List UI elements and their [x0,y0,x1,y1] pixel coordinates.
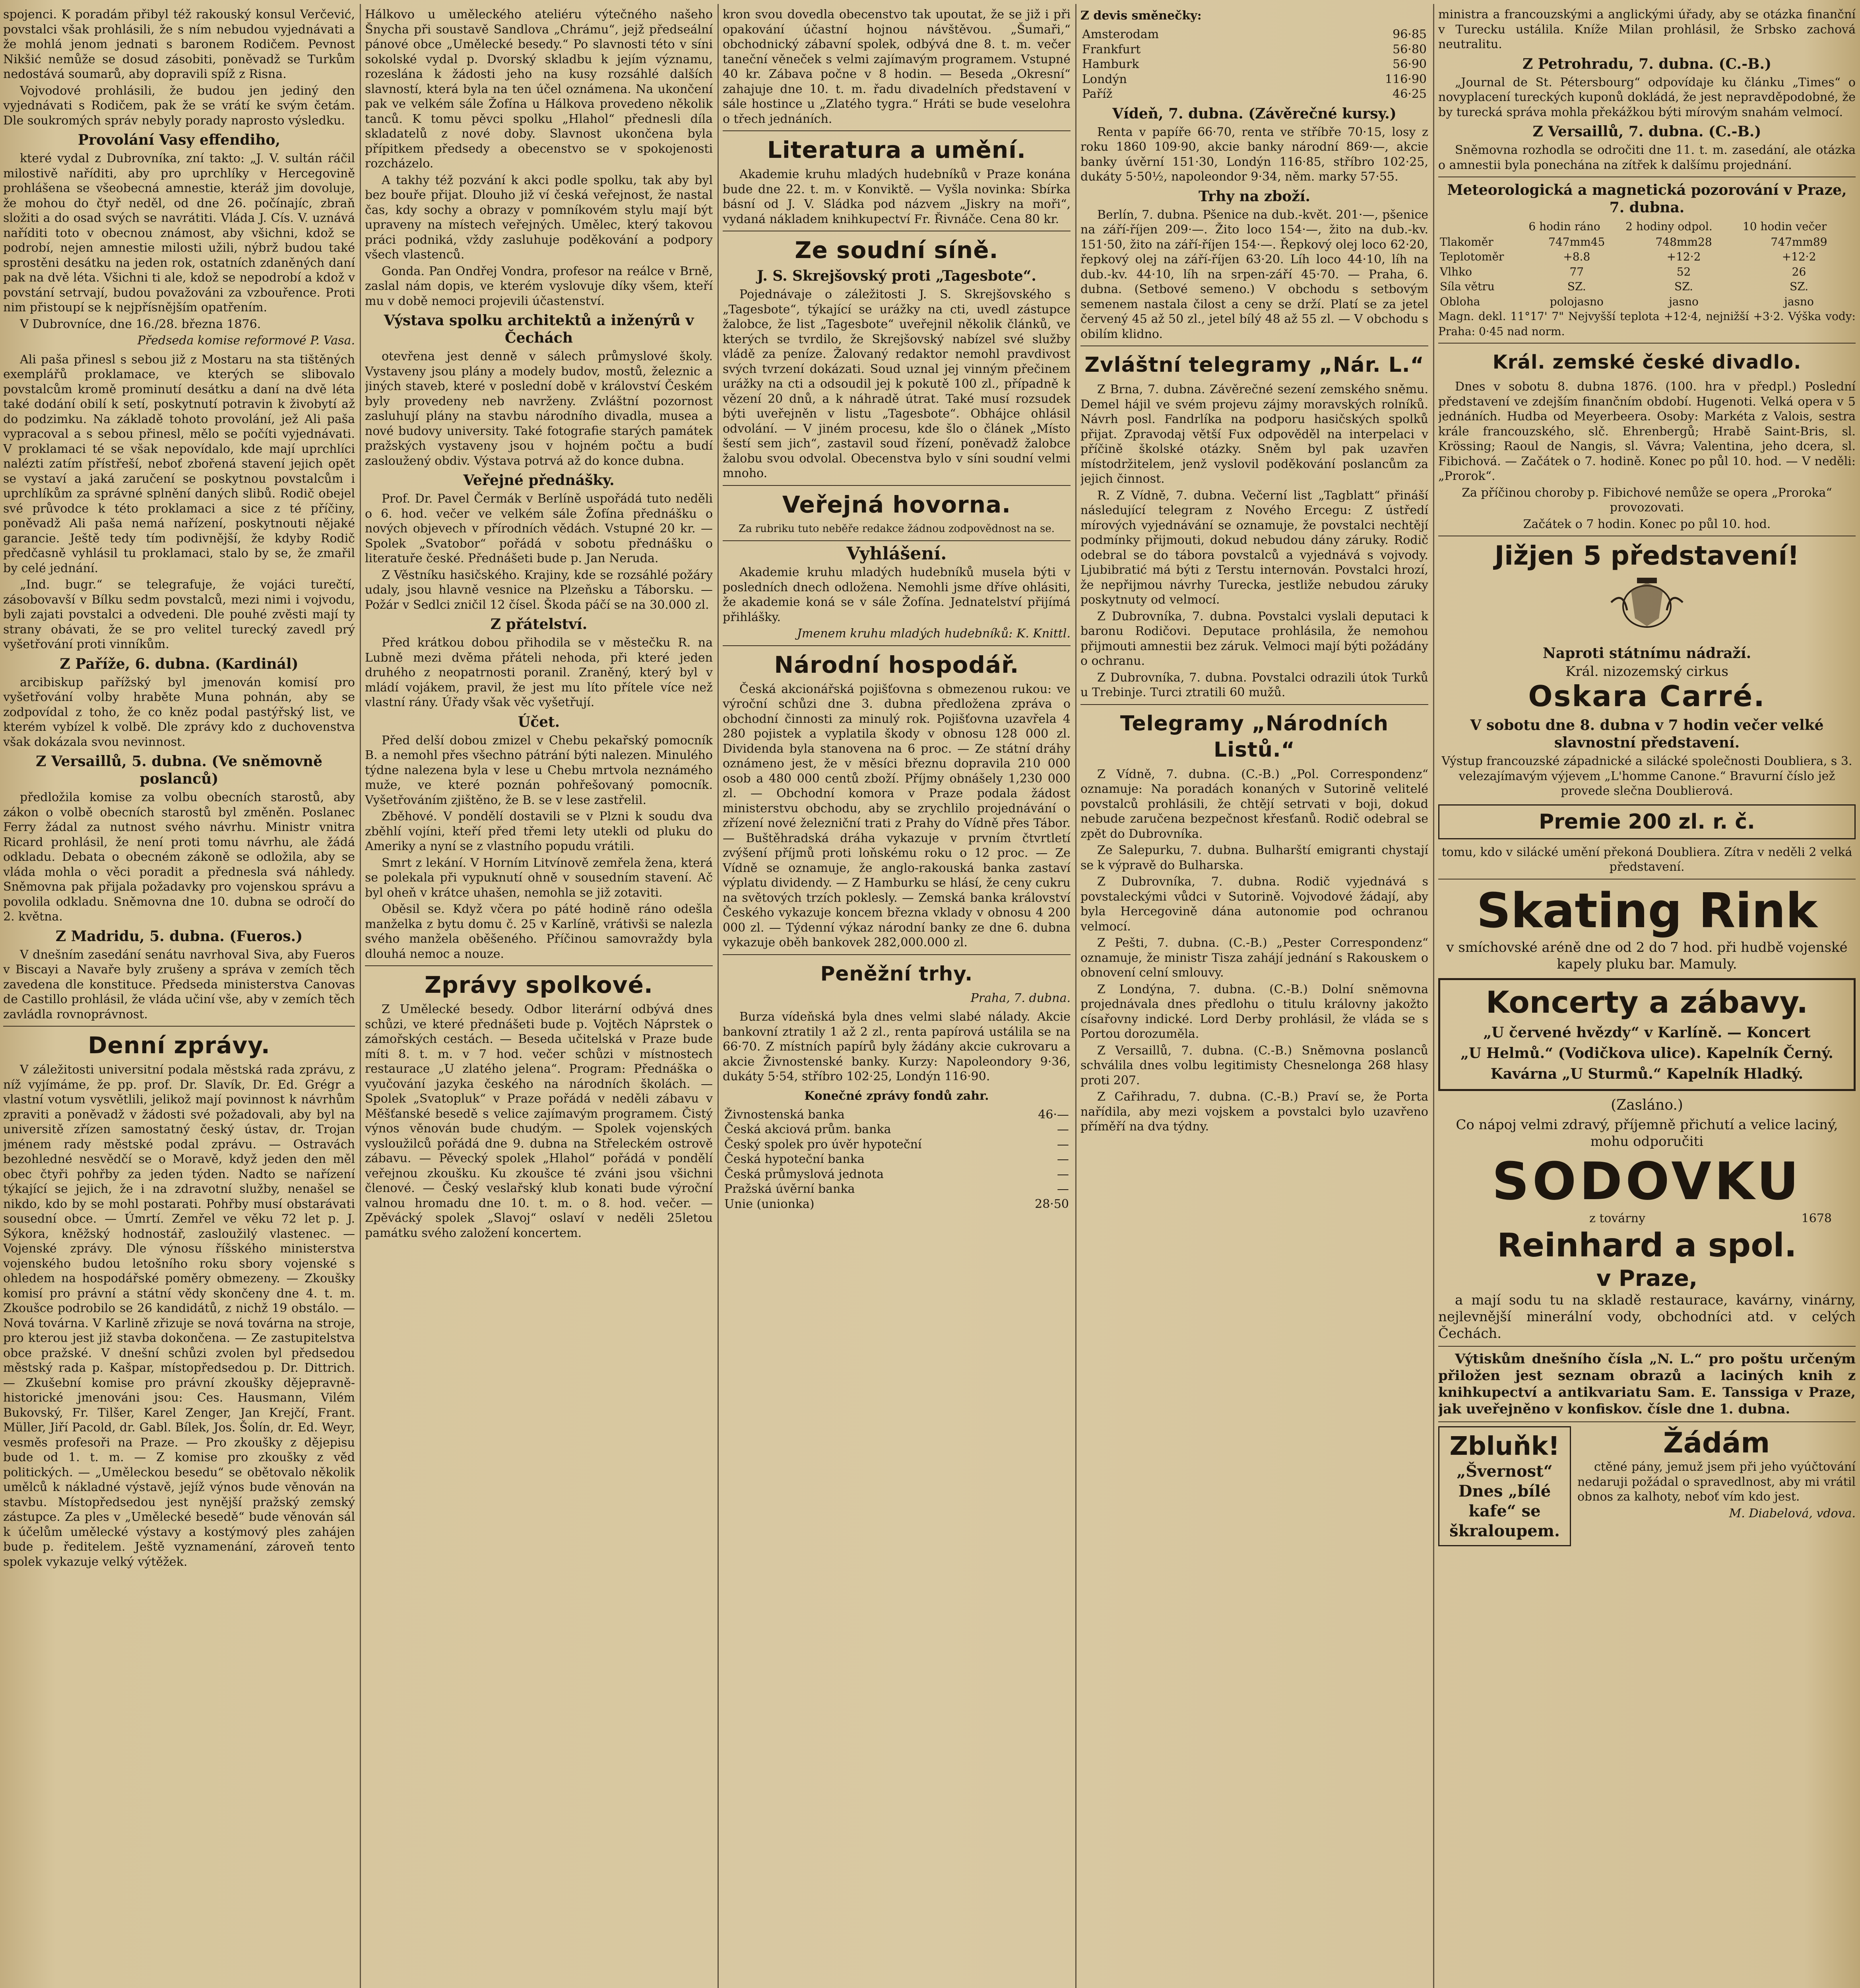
weather-cell: +12·2 [1782,250,1816,263]
article-text: Z Vídně, 7. dubna. (C.-B.) „Pol. Correspondenz“ oznamuje: Na poradách konaných v Sutorině velitelé povstalců prohlásili, že chtějí setrvati v boji, dokud nebude zaručena bezpečnost křesťanů. Rodič odebral se zpět do Dubrovníka. [1080,767,1428,841]
rates-table [723,1107,1071,1212]
article-text: Akademie kruhu mladých hudebníků v Praze konána bude dne 22. t. m. v Konviktě. — Vyšla novinka: Sbírka básní od J. V. Sládka pod názvem „Jiskry na moři“, vydaná nákladem knihkupectví Fr. Řivnáče. Cena 80 kr. [723,167,1071,226]
article-text: které vydal z Dubrovníka, zní takto: „J. V. sultán ráčil milostivě naříditi, aby pro uprchlíky v Hercegovině prohlášena se všeobecná amnestie, kteráž jim dovoluje, že mohou do čtyř neděl, od dne 26. počínajíc, zbraň složiti a do osad svých se navrátiti. Vláda J. Cís. V. uznává naříditi toto v obecnou známost, aby všichni, kdož se podrobí, nejen amnestie milosti užili, nýbrž budou také sprostěni desátku na jeden rok, ostatních zdaněných daní pak na dvě léta. Všichni ti ale, kdož se nepodrobí a kdož v povstání setrvají, budou považováni za vzbouřence. Proti nim přistoupí se k nejpřísnějším opatřením. [3,151,355,315]
article-text: Dnes v sobotu 8. dubna 1876. (100. hra v předpl.) Poslední představení ve zdejším finančním období. Hugenoti. Velká opera v 5 jednáních. Hudba od Meyerbeera. Osoby: Markéta z Valois, sestra krále francouzského, slč. Ehrenbergů; Hrabě Saint-Bris, sl. Krössing; Raoul de Nangis, sl. Vávra; Valentina, jeho dcera, sl. Fibichová. — Začátek o 7. hodině. Konec po půl 10. hod. — V neděli: „Prorok“. [1438,380,1856,483]
rate-row [723,1152,1071,1167]
exchange-city: Londýn [1082,72,1127,86]
rate-name: Česká akciová prům. banka [724,1122,891,1136]
divider [1080,704,1428,705]
concert-item: „U Helmů.“ (Vodičkova ulice). Kapelník Černý. [1460,1044,1833,1062]
exchange-value: 116·90 [1385,72,1427,86]
rate-row [723,1137,1071,1152]
weather-cell: Tlakoměr [1440,235,1493,248]
divider [723,645,1071,646]
article-text: Z Londýna, 7. dubna. (C.-B.) Dolní sněmovna projednávala dnes předlohu o titulu královny jakožto císařovny indické. Lord Derby prohlásil, že vláda se s Portou dorozuměla. [1080,982,1428,1041]
article-heading: Z Versaillů, 5. dubna. (Ve sněmovně poslanců) [36,753,322,787]
rate-value: — [1057,1137,1069,1151]
skating-text: v smíchovské aréně dne od 2 do 7 hod. při hudbě vojenské kapely pluku bar. Mamuly. [1446,939,1848,972]
dateline: Praha, 7. dubna. [970,991,1071,1005]
article-text: Ze Salepurku, 7. dubna. Bulharští emigranti chystají se k výpravě do Bulharska. [1080,843,1428,872]
divider [723,540,1071,541]
weather-table [1438,219,1856,309]
ad-number: 1678 [1801,1211,1832,1225]
article-heading: Z devis směnečky: [1080,9,1202,23]
article-heading: Z Versaillů, 7. dubna. (C.-B.) [1532,123,1761,140]
divider [1438,343,1856,344]
weather-col-header [1438,219,1528,235]
concert-item: Kavárna „U Sturmů.“ Kapelník Hladký. [1490,1065,1804,1082]
weather-cell: Teplotoměr [1440,250,1504,263]
circus-advert [1438,540,1856,875]
weather-cell: jasno [1669,295,1699,308]
exchange-value: 56·90 [1393,57,1427,71]
article-text: Před krátkou dobou přihodila se v městečku R. na Lubně mezi dvěma přáteli nehoda, při které jeden druhého z neopatrnosti poranil. Zraněný, který byl v mládí vojákem, pravil, že jest mu líto přítele více než vlastní rány. Úřady však věc vyšetřují. [365,636,713,709]
rate-value: 46·— [1038,1107,1069,1122]
weather-col-header: 6 hodin ráno [1528,220,1600,233]
note-text: Za rubriku tuto neběře redakce žádnou zodpovědnost na se. [738,522,1055,535]
column-rule [718,4,719,1988]
article-text: kron svou dovedla obecenstvo tak upoutat, že se již i při opakování účastní hojnou návštěvou. „Šumaři,“ obchodnický zábavní spolek, odbývá dne 8. t. m. večer taneční věneček s velmi zajímavým programem. Vstupné 40 kr. Zábava počne v 8 hodin. — Beseda „Okresní“ zahajuje dne 10. t. m. řadu divadelních představení v sále hostince u „Zlatého tygra.“ Hráti se bude veselohra o třech jednáních. [723,8,1071,126]
column-4 [1080,7,1428,1988]
divider [1438,1421,1856,1422]
article-text: Smrt z lekání. V Horním Litvínově zemřela žena, která se polekala při vypuknutí ohně v sousedním stavení. Ač byl oheň v krátce uhašen, nemohla se již zotaviti. [365,856,713,900]
article-heading: Provolání Vasy effendiho, [78,132,281,148]
article-text: Akademie kruhu mladých hudebníků musela býti v posledních dnech odložena. Nemohli jsme dříve ohlásiti, že akademie koná se v sále Žofína. Jednatelství přijímá přihlášky. [723,565,1071,624]
article-text: Ali paša přinesl s sebou již z Mostaru na sta tištěných exemplářů proklamace, ve kterých se slibovalo povstalcům kromě prominutí desátku a daní na dvě léta také dodání obilí k setí, poskytnutí potravin k živobytí až do podzimku. Na základě tohoto provolání, jež Ali paša vypracoval a s sebou přinesl, mělo se počíti vyjednávati. V proklamaci té se však nepovídalo, kde mají uprchlíci nalézti zatím přístřeší, neboť zbořená stavení jejich opět se vystaví a jaká zaručení se poskytnou povstalcům i uprchlíkům za správné splnění daných slibů. Rodič obejel své průvodce k této proklamaci a sice z té příčiny, poněvadž Ali paša nemá nařízení, poskytnouti nějaké garancie. Ještě tedy tím podivnější, že kdyby Rodič předčasně vyhlásil tu proklamaci, stalo by se, že zmařil by celé jednání. [3,352,355,575]
article-text: „Journal de St. Pétersbourg“ odpovídaje ku článku „Times“ o novyplacení tureckých kuponů dokládá, že jest nepravděpodobné, že by turecká správa mohla překážkou býti mírovým snahám velmocí. [1438,75,1856,119]
prize-box [1438,804,1856,839]
rate-value: 28·50 [1035,1197,1069,1211]
weather-cell: jasno [1784,295,1814,308]
exchange-city: Hamburk [1082,57,1139,71]
concert-item: „U červené hvězdy“ v Karlíně. — Koncert [1483,1024,1811,1041]
weather-cell: polojasno [1550,295,1604,308]
article-text: Česká akcionářská pojišťovna s obmezenou rukou: ve výroční schůzi dne 3. dubna předložena zpráva o obchodní činnosti za minulý rok. Pojišťovna uzavřela 4 280 pojistek a vyplatila škody v obnosu 128 000 zl. Dividenda byla stanovena na 6 proc. — Ze státní dráhy oznámeno jest, že v měsíci březnu dopravila 210 000 osob a 480 000 centů zboží. Příjmy obnášely 1,230 000 zl. — Obchodní komora v Praze podala žádost ministerstvu obchodu, aby se zrychlilo projednávání o zřízení nové železniční trati z Prahy do Vídně přes Tábor. — Buštěhradská dráha vykazuje v prvním čtvrtletí zvýšení příjmů proti loňskému roku o 12 proc. — Ze Vídně se oznamuje, že anglo-rakouská banka zastaví výplatu dividendy. — Z Hamburku se hlásí, že ceny cukru na světových trzích poklesly. — Zemská banka království Českého vykazuje koncem března vklady v obnosu 4 200 000 zl. — Týdenní výkaz národní banky ze dne 6. dubna vykazuje oběh bankovek 282,000.000 zl. [723,682,1071,949]
exchange-row [1080,87,1428,102]
article-text: V záležitosti universitní podala městská rada zprávu, z níž vyjímáme, že pp. prof. Dr. Slavík, Dr. Ed. Grégr a vlastní votum vysvětlili, jelikož mají povinnost k návrhům zpraviti a poněvadž v žádosti své požadovali, aby byl na universitě zřízen samostatný český ústav, dr. Trojan jménem rady městské podal zprávu. — Ostravách bezohledné nesvědčí se o Moravě, když jeden den měl obec čtyři pohřby za jeden týden. Nadto se nařízení týkající se jejich, že i na zdravotní služby, nenašel se nikdo, kdo by se mohl postarati. Pohřby musí obstarávati sousední obce. — Úmrtí. Zemřel ve věku 72 let p. J. Sýkora, kněžský hodnostář, zasloužilý vlastenec. — Vojenské zprávy. Dle výnosu říšského ministerstva vojenského budou letošního roku sbory vojenské s ohledem na hospodářské poměry obmezeny. — Zkoušky komisí pro právní a státní vědy skončeny dne 4. t. m. Zkoušce podrobilo se 26 kandidátů, z nichž 19 obstálo. — Nová továrna. V Karlině zřizuje se nová továrna na stroje, pro kterou jest již stavba dokončena. — Ze zastupitelstva obce pražské. V dnešní schůzi zvolen byl předsedou městský rada p. Kašpar, místopředsedou p. Dr. Dittrich. — Zkušební komise pro právní zkoušky dějepravně-historické jmenováni jsou: Ces. Hausmann, Vilém Bukovský, Fr. Tilšer, Karel Zenger, Jan Krejčí, Frant. Müller, Jiří Pacold, dr. Gabl. Bílek, Jos. Šolín, dr. Ed. Weyr, vesměs profesoři na Praze. — Pro zkoušky z dějepisu bude od 1. t. m. — Z komise pro zkoušky z věd politických. — „Uměleckou besedu“ se obětovalo několik umělců k nákladné výstavě, jejíž výnos bude věnován na stavbu. Místopředsedou jest nynější pražský zemský zástupce. Za ples v „Umělecké besedě“ bude věnován sál k účelům umělecké výstavy a kostýmový ples zahájen bude p. ředitelem. Ještě vyznamenání, zároveň tento spolek vykazuje velký výtěžek. [3,1063,355,1569]
weather-cell: +12·2 [1666,250,1701,263]
article-text: V Dubrovníce, dne 16./28. března 1876. [20,317,261,331]
article-heading: Účet. [518,713,560,730]
weather-cell: 747mm89 [1771,235,1827,248]
zbluk-title: Zbluňk! [1449,1432,1560,1461]
article-text: Z Brna, 7. dubna. Závěrečné sezení zemského sněmu. Demel hájil ve svém projevu zájmy moravských rolníků. Návrh posl. Fandrlíka na podporu hasičských spolků přijat. Zpravodaj větší Fux odpověděl na interpelaci v příčině školské otázky. Sněm byl pak uzavřen místodržitelem, jenž vyslovil poděkování poslancům za jejich činnost. [1080,382,1428,486]
article-text: ministra a francouzskými a anglickými úřady, aby se otázka finanční v Turecku ustálila. Kníže Milan prohlásil, že Srbsko zachová neutralitu. [1438,8,1856,51]
circus-location: Naproti státnímu nádraží. [1542,645,1751,662]
zadam-text: ctěné pány, jemuž jsem při jeho vyúčtování nedaruji požádal o spravedlnost, aby mi vrátil obnos za kalhoty, neboť vím kdo jest. [1577,1460,1856,1504]
article-text: A takhy též pozvání k akci podle spolku, tak aby byl bez bouře přijat. Dlouho již ví česká veřejnost, že nastal čas, kdy sochy a obrazy v pomníkovém stylu mají být upraveny na místech veřejných. Umělec, který takovou práci podniká, vždy zasluhuje poděkování a podpory všech vlastenců. [365,173,713,262]
weather-row [1438,294,1856,309]
article-text: Vojvodové prohlásili, že budou jen jediný den vyjednávati s Rodičem, pak že se vrátí ke svým četám. Dle soukromých správ nebyly porady naprosto výsledku. [3,83,355,128]
section-heading: Literatura a umění. [767,136,1026,163]
article-text: otevřena jest denně v sálech průmyslové školy. Vystaveny jsou plány a modely budov, mostů, železnic a jiných staveb, které v poslední době v království Českém byly provedeny neb navrženy. Zvláštní pozornost zasluhují plány na stavbu národního divadla, musea a nové budovy university. Také fotografie starých památek pražských vystaveny jsou v hojném počtu a budí zasloužený obdiv. Výstava potrvá až do konce dubna. [365,349,713,468]
divider [723,954,1071,955]
article-text: Před delší dobou zmizel v Chebu pekařský pomocník B. a nemohl přes všechno pátrání býti nalezen. Minulého týdne nalezena byla v lese u Chebu mrtvola neznámého muže, ve které poznán pohřešovaný pomocník. Vyšetřováním zjištěno, že B. se v lese zastřelil. [365,733,713,807]
article-heading: Trhy na zboží. [1198,188,1311,205]
weather-cell: SZ. [1567,280,1586,293]
weather-cell: SZ. [1789,280,1809,293]
section-heading: Národní hospodář. [774,651,1019,678]
column-2 [365,7,713,1988]
rate-name: Česká hypoteční banka [724,1152,865,1166]
circus-name: Oskara Carré. [1528,679,1766,713]
zadam-title: Žádám [1663,1427,1770,1459]
section-heading: Telegramy „Národních Listů.“ [1120,711,1389,762]
rate-value: — [1057,1182,1069,1196]
article-heading: Konečné zprávy fondů zahr. [804,1089,989,1103]
rate-name: Česká průmyslová jednota [724,1167,884,1181]
rate-name: Živnostenská banka [724,1107,845,1122]
rate-value: — [1057,1152,1069,1166]
article-text: Z Cařihradu, 7. dubna. (C.-B.) Praví se, že Porta nařídila, aby mezi vojskem a povstalci bylo uzavřeno příměří na dva týdny. [1080,1090,1428,1134]
rate-row [723,1197,1071,1212]
weather-cell: Vlhko [1440,265,1472,278]
article-text: V dnešním zasedání senátu navrhoval Siva, aby Fueros v Biscayi a Navaře byly zrušeny a správa v zemích těch zavedena dle konstituce. Předseda ministerstva Canovas de Castillo prohlásil, že vláda učiní vše, aby v zemích těch zavládla rovnoprávnost. [3,947,355,1021]
article-text: Z Dubrovníka, 7. dubna. Povstalci odrazili útok Turků u Trebinje. Turci ztratili 60 mužů. [1080,670,1428,699]
circus-subtitle: Král. nizozemský cirkus [1565,663,1729,679]
rate-row [723,1122,1071,1137]
weather-row [1438,249,1856,264]
exchange-city: Paříž [1082,87,1113,101]
article-heading: Veřejné přednášky. [463,472,615,489]
signature: Jmenem kruhu mladých hudebníků: K. Knittl. [797,627,1071,641]
soda-from: z továrny [1589,1211,1645,1225]
circus-headline: Jižjen 5 představení! [1494,540,1800,571]
article-text: Sněmovna rozhodla se odročiti dne 11. t. m. zasedání, ale otázka o amnestii byla ponechána na zítřek k dalšímu projednání. [1438,143,1856,172]
exchange-city: Frankfurt [1082,42,1141,56]
article-text: Oběsil se. Když včera po páté hodině ráno odešla manželka z bytu domu č. 25 v Karlíně, vrátivši se nalezla svého manžela oběšeného. Příčinou samovraždy byla dlouhá nemoc a nouze. [365,902,713,961]
rate-row [723,1167,1071,1182]
zbluk-text: „Švernost“ Dnes „bílé kafe“ se škraloupem. [1449,1462,1560,1540]
section-heading: Ze soudní síně. [795,237,999,264]
article-text: Z Umělecké besedy. Odbor literární odbývá dnes schůzi, ve které přednášeti bude p. Vojtěch Náprstek o zámořských cestách. — Beseda učitelská v Praze bude míti 8. t. m. v 7 hod. večer schůzi v místnostech restaurace „U zlatého jelena“. Program: Přednáška o vyučování jazyka českého na národních školách. — Spolek „Svatopluk“ v Praze pořádá v neděli zábavu v Měšťanské besedě s velice zajímavým programem. Čistý výnos věnován bude chudým. — Spolek vojenských vysloužilců pořádá dne 9. dubna na Střeleckém ostrově zábavu. — Pěvecký spolek „Hlahol“ pořádá v pondělí veřejnou zkoušku. Ku zkoušce té zváni jsou všichni členové. — Český veslařský klub konati bude výroční valnou hromadu dne 10. t. m. o 8. hod. večer. — Zpěvácký spolek „Slavoj“ oslaví v neděli 25letou památku svého založení koncertem. [365,1002,713,1240]
weather-row [1438,235,1856,250]
prize-text: tomu, kdo v silácké umění překoná Doubliera. Zítra v neděli 2 velká představení. [1441,845,1852,874]
article-heading: Z přátelství. [490,616,588,633]
zbluk-box [1438,1426,1571,1546]
prize-title: Premie 200 zl. r. č. [1539,810,1755,834]
divider [3,1026,355,1027]
reinhard-title: Reinhard a spol. [1497,1227,1797,1264]
exchange-table [1080,27,1428,102]
soda-intro: Co nápoj velmi zdravý, příjemně přichutí a velice laciný, mohu odporučiti [1456,1116,1838,1149]
weather-cell: Obloha [1440,295,1480,308]
divider [723,130,1071,131]
column-rule [360,4,361,1988]
exchange-city: Amsterodam [1082,27,1159,41]
circus-date: V sobotu dne 8. dubna v 7 hodin večer velké slavnostní představení. [1470,717,1824,751]
exchange-row [1080,72,1428,87]
article-heading: Z Paříže, 6. dubna. (Kardinál) [60,655,299,672]
article-text: Hálkovo u uměleckého ateliéru výtečného našeho Šnycha při soustavě Sandlova „Chrámu“, jejž předseální pánové obce „Umělecké besedy.“ Po slavnosti této v síni sokolské vydal p. Dvorský skladbu k jejím významu, rozeslána k žádosti jeho na kusy rozsáhlé dalších slavností, která byla na ten účel oznámena. Na ukončení pak ve velkém sále Žofína u Hálkova provedeno několik tanců. K tomu pěvci spolku „Hlahol“ přednesli díla skladatelů z nové doby. Slavnost ukončena byla přípitkem předsedy a obecenstvo se v spokojenosti rozcházelo. [365,8,713,171]
article-text: arcibiskup pařížský byl jmenován komisí pro vyšetřování volby hraběte Muna pohnán, aby se zodpovídal z toho, že co kněz podal pastýřský list, ve kterém vybízel k volbě. Dle zprávy kdo z duchovenstva však dokázala svou nevinnost. [3,675,355,749]
weather-cell: 52 [1676,265,1691,278]
article-text: Prof. Dr. Pavel Čermák v Berlíně uspořádá tuto neděli o 6. hod. večer ve velkém sále Žofína přednášku o nových objevech v přírodních vědách. Vstupné 20 kr. — Spolek „Svatobor“ pořádá v sobotu přednášku o literatuře české. Přednášeti bude p. Jan Neruda. [365,492,713,565]
article-text: předložila komise za volbu obecních starostů, aby zákon o volbě obecních starostů byl změněn. Poslanec Ferry žádal za nutnost svého návrhu. Ministr vnitra Ricard prohlásil, že není proti tomu návrhu, ale žádá odkladu. Debata o obecném zákoně se odložila, aby se vláda mohla o věci poradit a přednesla svá náhledy. Sněmovna pak přijala požadavky pro vojenskou správu a povolila odkladu. Sněmovna dne 10. dubna se odročí do 2. května. [3,790,355,924]
weather-cell: 747mm45 [1548,235,1605,248]
soda-title: SODOVKU [1492,1151,1802,1211]
sent-in-label: (Zasláno.) [1611,1097,1683,1113]
circus-text: Výstup francouzské západnické a silácké společnosti Doubliera, s 3. velezajímavým výjevem „L'homme Canone.“ Bravurní číslo jež provede slečna Doublierová. [1441,754,1852,798]
bottom-adverts [1438,1426,1856,1546]
article-heading: Z Madridu, 5. dubna. (Fueros.) [55,928,303,945]
weather-row [1438,264,1856,280]
signature: M. Diabelová, vdova. [1729,1506,1856,1520]
weather-cell: +8.8 [1563,250,1590,263]
article-heading: Z Petrohradu, 7. dubna. (C.-B.) [1522,55,1772,72]
column-rule [1075,4,1076,1988]
reinhard-text: a mají sodu tu na skladě restaurace, kavárny, vinárny, nejlevnější minerální vody, obchodníci atd. v celých Čechách. [1438,1292,1856,1342]
rate-name: Unie (unionka) [724,1197,815,1211]
section-heading: Král. zemské české divadlo. [1492,351,1802,373]
rate-name: Pražská úvěrní banka [724,1182,855,1196]
section-heading: Zprávy spolkové. [425,971,653,998]
weather-cell: 77 [1569,265,1584,278]
article-text: Z Versaillů, 7. dubna. (C.-B.) Sněmovna poslanců schválila dnes volbu legitimisty Chesnelonga 268 hlasy proti 207. [1080,1043,1428,1087]
reinhard-city: v Praze, [1596,1266,1698,1291]
skating-title: Skating Rink [1476,883,1817,939]
divider [1438,1346,1856,1347]
divider [365,965,713,966]
notice-text: Výtiskům dnešního čísla „N. L.“ pro poštu určeným přiložen jest seznam obrazů a laciných knih z knihkupectví a antikvariatu Sam. E. Tanssiga v Praze, jak uveřejněno v konfiskov. čísle dne 1. dubna. [1438,1351,1856,1417]
rate-value: — [1057,1167,1069,1181]
divider [723,485,1071,486]
exchange-row [1080,57,1428,72]
article-heading: Meteorologická a magnetická pozorování v Praze, 7. dubna. [1447,182,1847,216]
article-heading: Výstava spolku architektů a inženýrů v Čechách [384,312,694,346]
article-text: Začátek o 7 hodin. Konec po půl 10. hod. [1523,517,1771,531]
article-text: Burza vídeňská byla dnes velmi slabé nálady. Akcie bankovní ztratily 1 až 2 zl., renta papírová ustálila se na 66·70. Z místních papírů byly žádány akcie cukrovaru a akcie Živnostenské banky. Kurzy: Napoleondory 9·36, dukáty 5·54, stříbro 102·25, Londýn 116·90. [723,1010,1071,1083]
exchange-value: 56·80 [1393,42,1427,56]
article-text: Zběhové. V pondělí dostavili se v Plzni k soudu dva zběhlí vojíni, kteří před třemi lety utekli od pluku do Ameriky a nyní se z vlastního popudu vrátili. [365,810,713,853]
exchange-row [1080,27,1428,42]
article-text: Pojednávaje o záležitosti J. S. Skrejšovského s „Tagesbote“, týkající se urážky na cti, uvedl zástupce žalobce, že list „Tagesbote“ uveřejnil několik článků, ve kterých se tvrdilo, že Skrejšovský nabízel své služby vládě za peníze. Žalovaný redaktor nemohl pravdivost svých tvrzení dokázati. Soud uznal jej vinným přečinem urážky na cti a odsoudil jej k pokutě 100 zl., případně k vězení 20 dnů, a k náhradě útrat. Také musí rozsudek býti uveřejněn v listu „Tagesbote“. Obhájce ohlásil odvolání. — V jiném procesu, kde šlo o článek „Místo šestí sem jich“, zastavil soud řízení, poněvadž žalobce žalobu svou odvolal. Obecenstva bylo v síni soudní velmi mnoho. [723,287,1071,480]
section-heading: Peněžní trhy. [820,962,973,985]
signature: Předseda komise reformové P. Vasa. [137,334,355,348]
weather-col-header: 2 hodiny odpol. [1625,220,1713,233]
column-5 [1438,7,1856,1988]
article-text: Berlín, 7. dubna. Pšenice na dub.-květ. 201·—, pšenice na září-říjen 209·—. Žito loco 154·—, žito na dub.-kv. 151·50, žito na září-říjen 154·—. Řepkový olej loco 62·20, řepkový olej na září-říjen 63·20. Líh loco 44·10, líh na dub.-kv. 44·10, líh na srpen-září 45·70. — Praha, 6. dubna. (Setbové semeno.) V obchodu s setbovým semenem nastala čilost a ceny se drží. Platí se za jetel červený 45 až 50 zl., jetel bílý 48 až 55 zl. — V obchodu s obilím klidno. [1080,208,1428,341]
article-heading: Vídeň, 7. dubna. (Závěrečné kursy.) [1112,105,1396,122]
rate-name: Český spolek pro úvěr hypoteční [724,1137,922,1151]
article-text: Z Pešti, 7. dubna. (C.-B.) „Pester Correspondenz“ oznamuje, že ministr Tisza zahájí jednání s Rakouskem o obnovení celní smlouvy. [1080,936,1428,980]
article-heading: Vyhlášení. [846,544,947,564]
article-text: Za příčinou choroby p. Fibichové nemůže se opera „Proroka“ provozovati. [1462,485,1832,514]
column-3 [723,7,1071,1988]
weather-row [1438,279,1856,294]
weather-col-header: 10 hodin večer [1742,220,1827,233]
article-text: Magn. dekl. 11°17' 7" Nejvyšší teplota +12·4, nejnižší +3·2. Výška vody: Praha: 0·45 nad norm. [1438,310,1856,338]
exchange-value: 96·85 [1393,27,1427,41]
article-text: „Ind. bugr.“ se telegrafuje, že vojáci turečtí, zásobovavší v Bílku sedm povstalců, mezi nimi i vojvodu, byli zajati povstalci a odvedeni. Dle pouhé zvěsti mají ty strany obávati, že se pro velitel turecký zavedl prý vyšetřování proti vinníkům. [3,578,355,651]
coat-of-arms-icon [1599,575,1695,634]
rate-row [723,1107,1071,1122]
article-text: Z Věstníku hasičského. Krajiny, kde se rozsáhlé požáry udaly, jsou hlavně vesnice na Plzeňsku a Táborsku. — Požár v Sedlci zničil 12 čísel. Škoda páčí se na 30.000 zl. [365,568,713,612]
article-text: Z Dubrovníka, 7. dubna. Rodič vyjednává s povstaleckými vůdci v Sutorině. Vojvodové žádají, aby byla Hercegovině dána autonomie pod ochranou velmocí. [1080,875,1428,934]
article-text: Gonda. Pan Ondřej Vondra, profesor na reálce v Brně, zaslal nám dopis, ve kterém vyslovuje díky všem, kteří mu v době nemoci projevili účastenství. [365,264,713,308]
section-heading: Denní zprávy. [88,1032,270,1059]
article-text: Renta v papíře 66·70, renta ve stříbře 70·15, losy z roku 1860 109·90, akcie banky národní 869·—, akcie banky úvěrní 151·30, Londýn 116·85, stříbro 102·25, dukáty 5·50½, napoleondor 9·34, něm. marky 57·55. [1080,125,1428,184]
article-text: Z Dubrovníka, 7. dubna. Povstalci vyslali deputaci k baronu Rodičovi. Deputace prohlásila, že nemohou přijmouti amnestii bez záruk. Velmoci mají býti požádány o ochranu. [1080,609,1428,668]
section-heading: Veřejná hovorna. [782,491,1011,518]
column-rule [1433,4,1434,1988]
weather-cell: Síla větru [1440,280,1495,293]
rate-row [723,1182,1071,1197]
article-text: spojenci. K poradám přibyl též rakouský konsul Verčević, povstalci však prohlásili, že s ním nebudou vyjednávati a že mohlá jenom jednati s baronem Rodičem. Pevnost Nikšić nemůže se dosud zásobiti, poněvadž se Turkům nedostává soumarů, aby dopravili spíž z Risna. [3,8,355,81]
article-heading: J. S. Skrejšovský proti „Tagesbote“. [757,268,1036,284]
weather-cell: 26 [1792,265,1806,278]
article-text: R. Z Vídně, 7. dubna. Večerní list „Tagblatt“ přináší následující telegram z Nového Ercegu: Z ústředí mírových vyjednávání se oznamuje, že povstalci nechtějí podmínky přijmouti, dokud nebudou dány záruky. Rodič odebral se do tábora povstalců a vyjednává s vojvody. Ljubibratić má býti z Terstu internován. Povstalci hrozí, že nepřijmou návrhy Turecka, jestliže nebudou záruky poskytnuty od velmocí. [1080,488,1428,607]
column-1 [3,7,355,1988]
concerts-title: Koncerty a zábavy. [1486,984,1808,1020]
exchange-row [1080,42,1428,57]
rate-value: — [1057,1122,1069,1136]
weather-cell: SZ. [1674,280,1693,293]
exchange-value: 46·25 [1393,87,1427,101]
concerts-box [1438,978,1856,1091]
weather-cell: 748mm28 [1655,235,1712,248]
section-heading: Zvláštní telegramy „Nár. L.“ [1084,353,1424,377]
